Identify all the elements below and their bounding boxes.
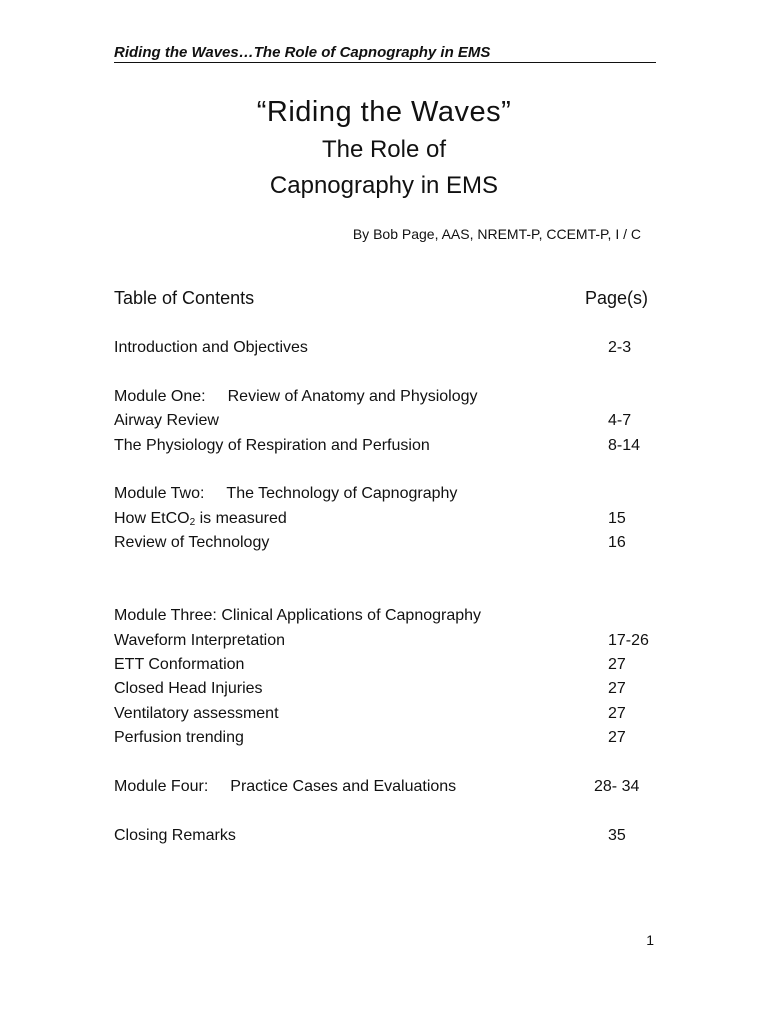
author-byline: By Bob Page, AAS, NREMT-P, CCEMT-P, I / C bbox=[352, 226, 641, 242]
document-subtitle-line2: Capnography in EMS bbox=[269, 172, 499, 199]
toc-entry-label: Introduction and Objectives bbox=[114, 339, 308, 356]
toc-entry-waveform bbox=[114, 629, 654, 653]
toc-module-two bbox=[114, 482, 654, 506]
toc-entry-ventilatory bbox=[114, 702, 654, 726]
table-of-contents bbox=[114, 336, 654, 848]
module-label: Module Three: Clinical Applications of Capnography bbox=[114, 607, 482, 625]
toc-entry-pages: 16 bbox=[608, 534, 626, 552]
page-number: 1 bbox=[646, 932, 654, 948]
toc-entry-closing bbox=[114, 824, 654, 848]
running-header: Riding the Waves…The Role of Capnography in EMS bbox=[114, 44, 656, 63]
toc-header bbox=[114, 288, 648, 309]
toc-entry-pages: 8-14 bbox=[608, 436, 641, 454]
toc-module-three bbox=[114, 604, 654, 628]
document-title: “Riding the Waves” bbox=[256, 96, 512, 128]
toc-entry-intro bbox=[114, 336, 654, 360]
module-label: Module Four: bbox=[114, 778, 209, 796]
toc-entry-label: Ventilatory assessment bbox=[114, 704, 279, 722]
toc-entry-pages: 27 bbox=[608, 729, 626, 747]
toc-entry-label: Airway Review bbox=[114, 412, 219, 430]
toc-entry-perfusion bbox=[114, 726, 654, 750]
toc-entry-label: How EtCO$_2$ is measured bbox=[114, 509, 287, 528]
toc-module-one bbox=[114, 385, 654, 409]
toc-entry-label: Waveform Interpretation bbox=[114, 631, 286, 649]
toc-entry-pages: 2-3 bbox=[608, 339, 632, 356]
toc-entry-ett bbox=[114, 653, 654, 677]
toc-entry-etco2 bbox=[114, 507, 654, 531]
toc-entry-label: The Physiology of Respiration and Perfusion bbox=[114, 436, 430, 454]
toc-entry-pages: 27 bbox=[608, 656, 626, 674]
toc-entry-physiology bbox=[114, 434, 654, 458]
toc-title: Table of Contents bbox=[114, 288, 255, 308]
toc-entry-label: Closing Remarks bbox=[114, 826, 236, 844]
toc-entry-label: Perfusion trending bbox=[114, 729, 244, 747]
toc-entry-pages: 15 bbox=[608, 509, 626, 527]
toc-entry-pages: 4-7 bbox=[608, 412, 632, 430]
toc-entry-pages: 35 bbox=[608, 826, 626, 844]
toc-entry-airway bbox=[114, 409, 654, 433]
toc-entry-pages: 28- 34 bbox=[594, 778, 640, 796]
module-title: Practice Cases and Evaluations bbox=[230, 778, 457, 796]
toc-pages-label: Page(s) bbox=[584, 288, 648, 308]
title-block bbox=[0, 92, 768, 204]
toc-entry-head-injuries bbox=[114, 677, 654, 701]
toc-entry-pages: 17-26 bbox=[608, 631, 649, 649]
module-label: Module Two: bbox=[114, 485, 205, 503]
document-subtitle-line1: The Role of bbox=[321, 136, 447, 163]
toc-entry-pages: 27 bbox=[608, 704, 626, 722]
toc-entry-tech-review bbox=[114, 531, 654, 555]
toc-entry-label: Review of Technology bbox=[114, 534, 270, 552]
toc-entry-label: Closed Head Injuries bbox=[114, 680, 263, 698]
toc-entry-pages: 27 bbox=[608, 680, 626, 698]
module-title: Review of Anatomy and Physiology bbox=[227, 387, 478, 405]
toc-entry-label: ETT Conformation bbox=[114, 656, 245, 674]
module-title: The Technology of Capnography bbox=[226, 485, 458, 503]
toc-module-four bbox=[114, 775, 654, 799]
module-label: Module One: bbox=[114, 387, 206, 405]
